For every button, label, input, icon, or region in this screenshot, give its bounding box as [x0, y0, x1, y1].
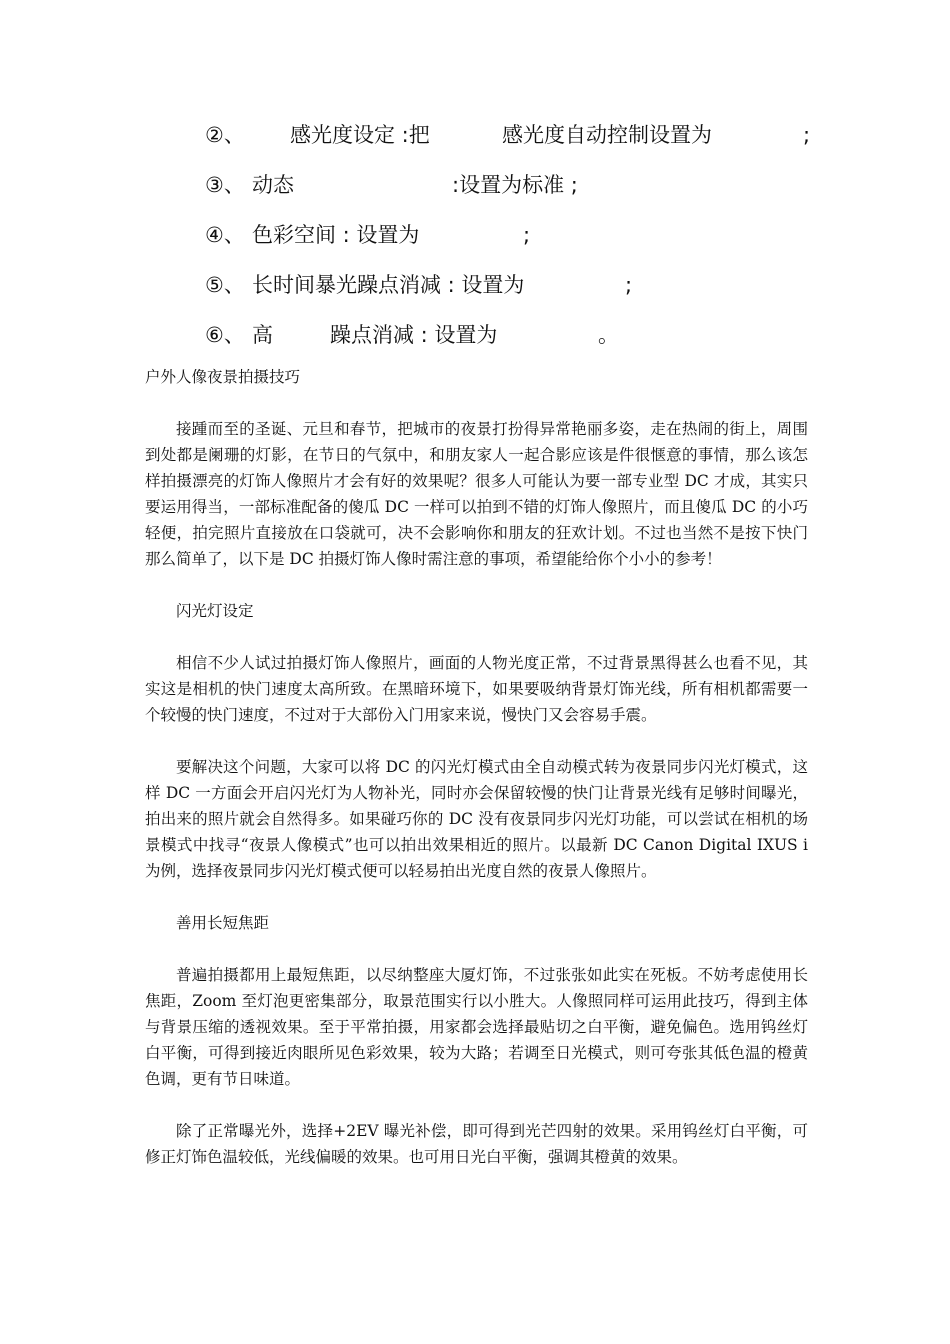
item-number: ④、	[205, 223, 245, 247]
article-title: 户外人像夜景拍摄技巧	[145, 368, 301, 386]
item-number: ②、	[205, 123, 245, 147]
item-text: ;	[803, 123, 811, 147]
paragraph: 除了正常曝光外，选择+2EV 曝光补偿，即可得到光芒四射的效果。采用钨丝灯白平衡，可修正灯饰色温较低，光线偏暖的效果。也可用日光白平衡，强调其橙黄的效果。	[145, 1122, 808, 1166]
paragraph: 要解决这个问题，大家可以将 DC 的闪光灯模式由全自动模式转为夜景同步闪光灯模式，这样 DC 一方面会开启闪光灯为人物补光，同时亦会保留较慢的快门让背景光线有足够时间曝光，拍出来的照片就会自然得多。如果碰巧你的 DC 没有夜景同步闪光灯功能，可以尝试在相机的场景模式中找寻“夜景人像模式”也可以拍出效果相近的照片。以最新 DC Canon Digital IXUS i 为例，选择夜景同步闪光灯模式便可以轻易拍出光度自然的夜景人像照片。	[145, 758, 808, 880]
item-text: 色彩空间 : 设置为	[252, 223, 420, 247]
paragraph: 普遍拍摄都用上最短焦距，以尽纳整座大厦灯饰，不过张张如此实在死板。不妨考虑使用长焦距，Zoom 至灯泡更密集部分，取景范围实行以小胜大。人像照同样可运用此技巧，得到主体与背景压缩的透视效果。至于平常拍摄，用家都会选择最贴切之白平衡，避免偏色。选用钨丝灯白平衡，可得到接近肉眼所见色彩效果，较为大路；若调至日光模式，则可夸张其低色温的橙黄色调，更有节日味道。	[145, 966, 808, 1088]
item-text: 长时间暴光躁点消减 : 设置为	[252, 273, 525, 297]
paragraph: 相信不少人试过拍摄灯饰人像照片，画面的人物光度正常，不过背景黑得甚么也看不见，其实这是相机的快门速度太高所致。在黑暗环境下，如果要吸纳背景灯饰光线，所有相机都需要一个较慢的快门速度，不过对于大部份入门用家来说，慢快门又会容易手震。	[145, 654, 808, 724]
item-text: 感光度设定 :把	[290, 123, 430, 147]
item-text: :设置为标准 ;	[452, 173, 578, 197]
item-text: 。	[598, 323, 619, 347]
item-text: 动态	[252, 173, 294, 197]
section-heading-flash: 闪光灯设定	[176, 602, 254, 620]
item-text: 高	[252, 323, 273, 347]
item-text: ;	[625, 273, 633, 297]
article	[145, 364, 808, 1196]
item-number: ⑤、	[205, 273, 245, 297]
item-text: 躁点消减 : 设置为	[330, 323, 498, 347]
item-number: ⑥、	[205, 323, 245, 347]
item-number: ③、	[205, 173, 245, 197]
item-text: ;	[523, 223, 531, 247]
section-heading-focal-length: 善用长短焦距	[176, 914, 270, 932]
item-text: 感光度自动控制设置为	[502, 123, 712, 147]
paragraph-intro: 接踵而至的圣诞、元旦和春节，把城市的夜景打扮得异常艳丽多姿，走在热闹的街上，周围到处都是阑珊的灯影，在节日的气氛中，和朋友家人一起合影应该是件很惬意的事情，那么该怎样拍摄漂亮的灯饰人像照片才会有好的效果呢？很多人可能认为要一部专业型 DC 才成，其实只要运用得当，一部标准配备的傻瓜 DC 一样可以拍到不错的灯饰人像照片，而且傻瓜 DC 的小巧轻便，拍完照片直接放在口袋就可，决不会影响你和朋友的狂欢计划。不过也当然不是按下快门那么简单了，以下是 DC 拍摄灯饰人像时需注意的事项，希望能给你个小小的参考！	[145, 420, 808, 568]
